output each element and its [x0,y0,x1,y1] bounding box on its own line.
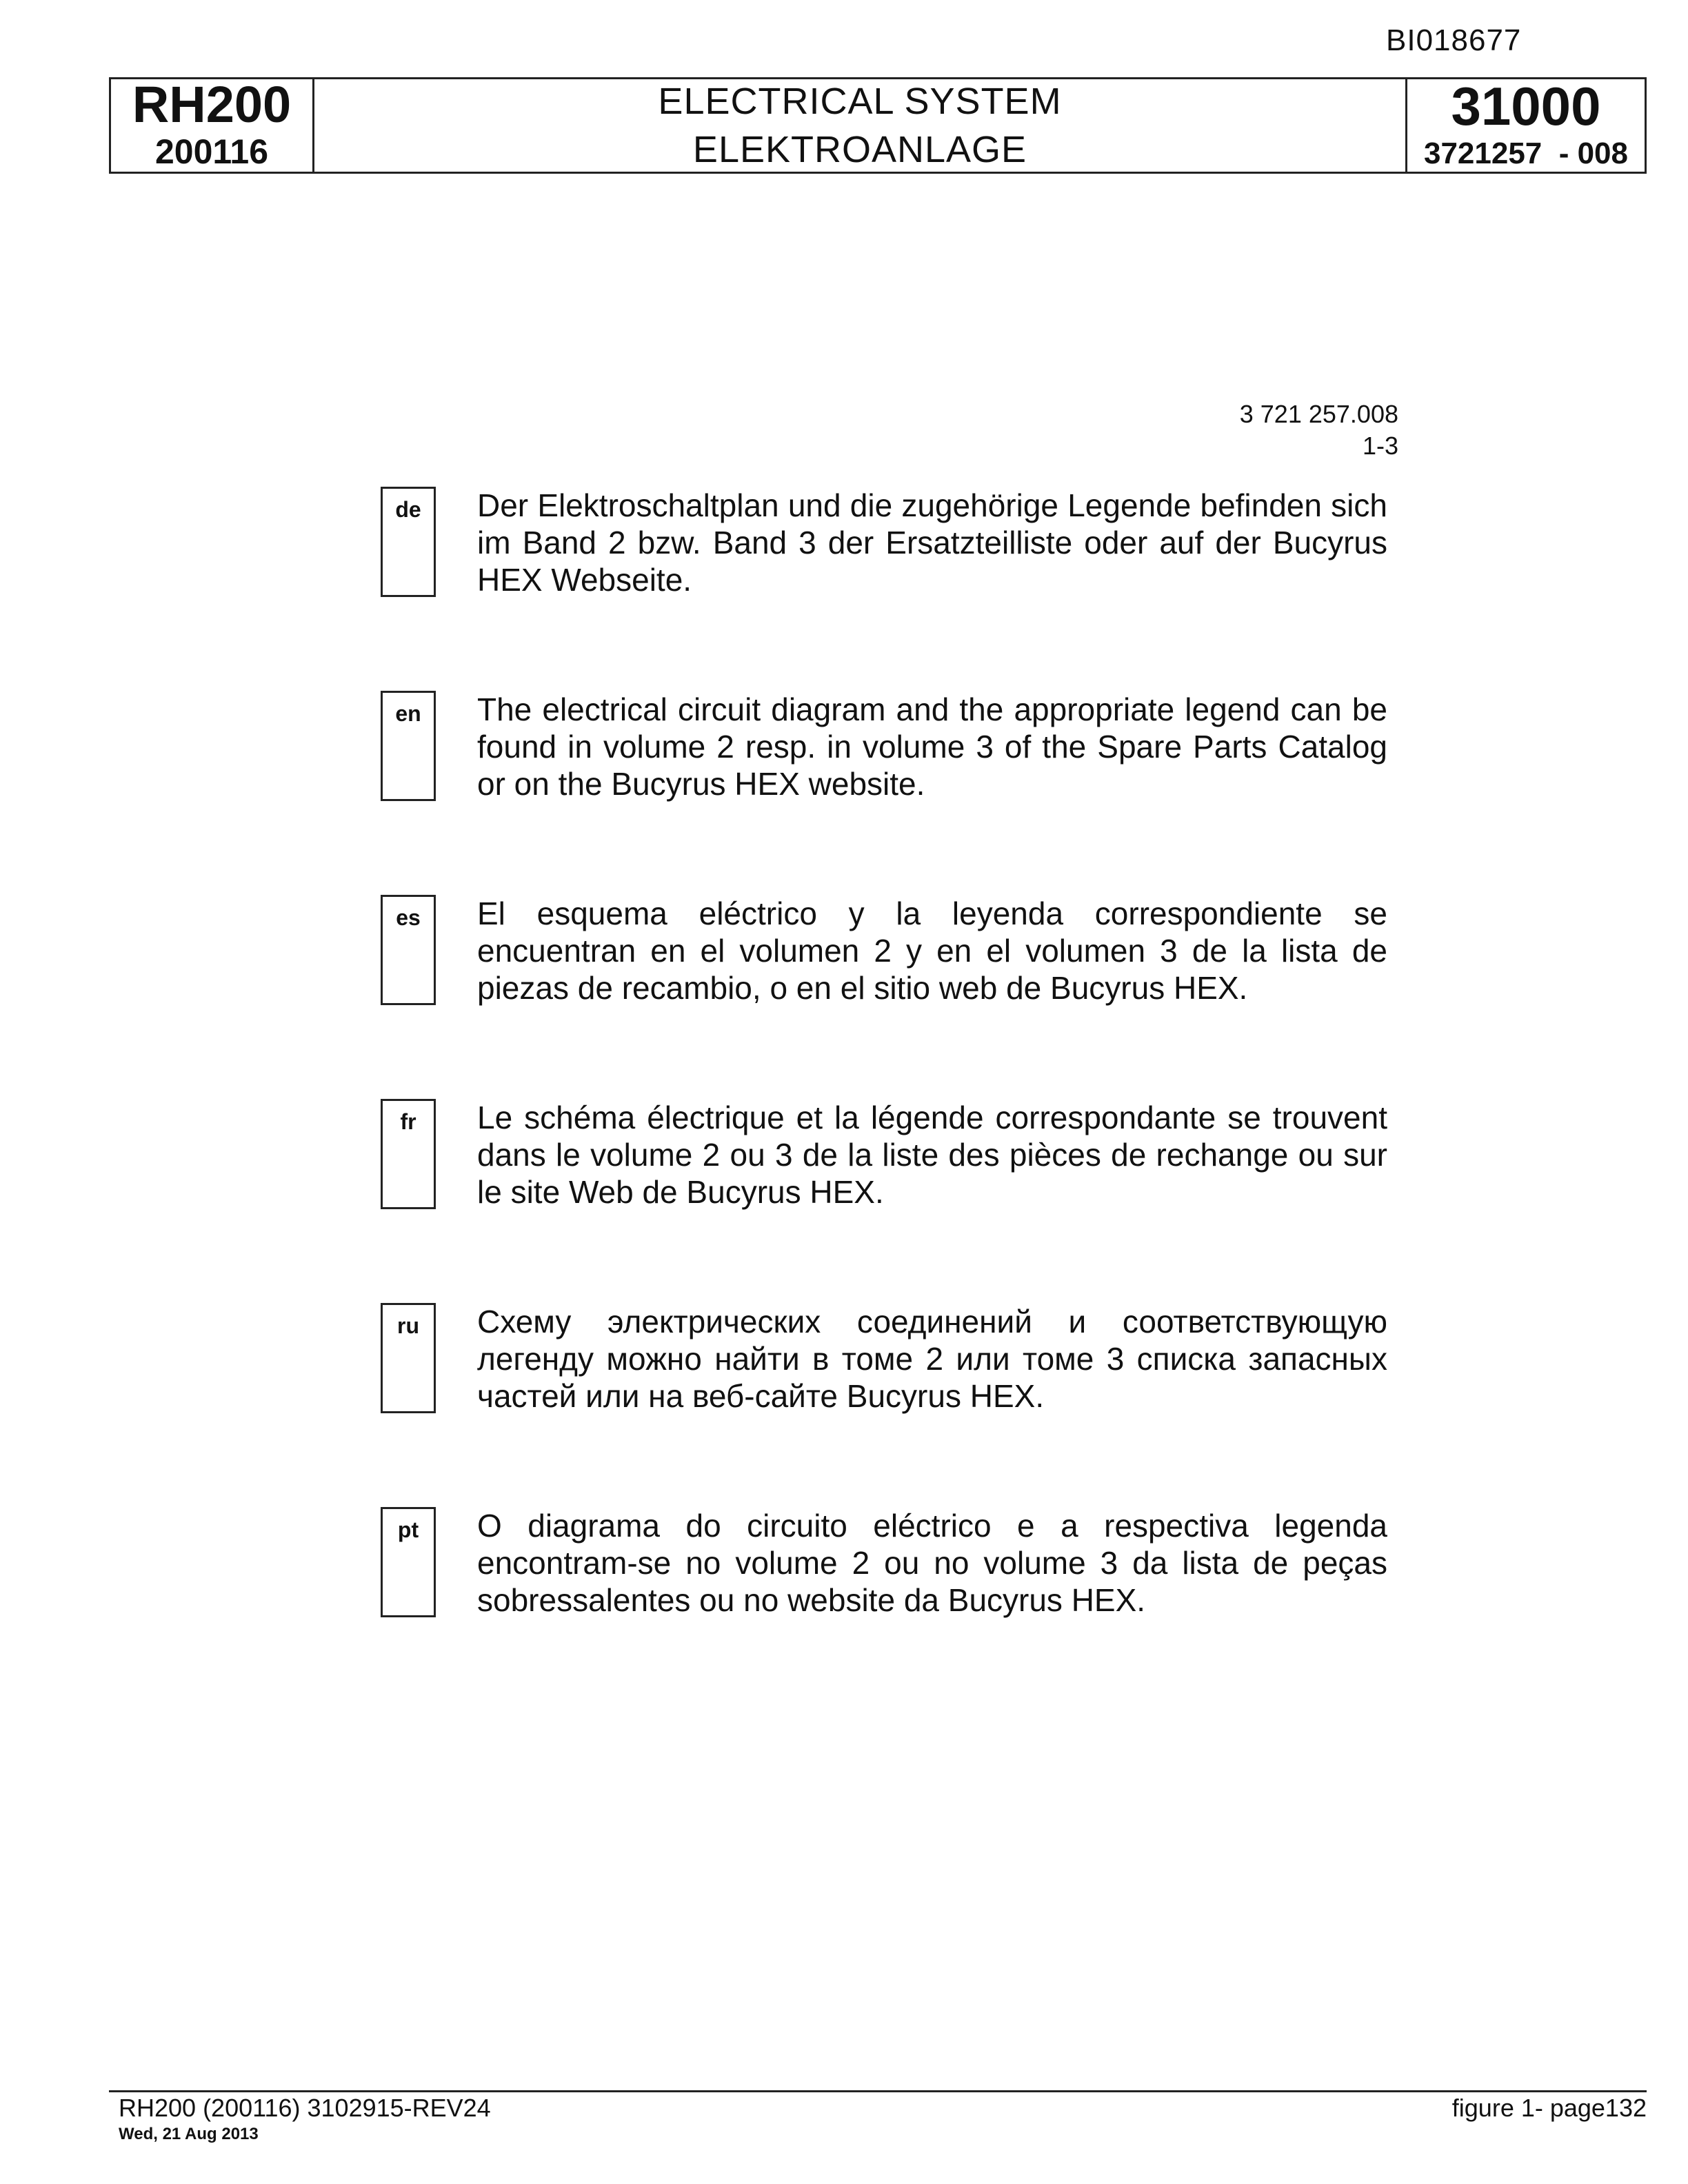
footer-divider [109,2090,1647,2092]
language-section-en [381,691,1387,804]
footer-date: Wed, 21 Aug 2013 [119,2125,259,2143]
language-section-pt [381,1507,1387,1620]
footer-page-ref: figure 1- page132 [1451,2094,1647,2122]
language-text: Le schéma électrique et la légende correspondante se trouvent dans le volume 2 ou 3 de la liste des pièces de rechange ou sur le site Web de Bucyrus HEX. [477,1100,1387,1210]
language-text: El esquema eléctrico y la leyenda correspondiente se encuentran en el volumen 2 y en el volumen 3 de la lista de piezas de recambio, o en el sitio web de Bucyrus HEX. [477,896,1387,1006]
section-info-cell [1405,76,1645,172]
language-code-box: en [381,691,436,801]
language-code-box: fr [381,1099,436,1209]
machine-info-cell [111,76,314,172]
language-text: The electrical circuit diagram and the appropriate legend can be found in volume 2 resp. in volume 3 of the Spare Parts Catalog or on the Bucyrus HEX website. [477,691,1387,802]
title-english: ELECTRICAL SYSTEM [658,81,1062,122]
machine-model: RH200 [132,76,292,133]
language-text: Схему электрических соединений и соответствующую легенду можно найти в томе 2 или томе 3 списка запасных частей или на веб-сайте Bucyrus HEX. [477,1304,1387,1414]
reference-page: 1-3 [1362,432,1398,460]
language-code-box: es [381,895,436,1005]
language-code-box: pt [381,1507,436,1617]
document-id: BI018677 [1386,23,1522,57]
language-text: Der Elektroschaltplan und die zugehörige Legende befinden sich im Band 2 bzw. Band 3 der Ersatzteilliste oder auf der Bucyrus HEX Webseite. [477,487,1387,598]
language-section-es [381,895,1387,1008]
title-block [109,77,1647,174]
language-text: O diagrama do circuito eléctrico e a respectiva legenda encontram-se no volume 2 ou no volume 3 da lista de peças sobressalentes ou no website da Bucyrus HEX. [477,1508,1387,1618]
language-section-fr [381,1099,1387,1212]
language-section-de [381,487,1387,600]
title-cell [314,79,1405,172]
footer-document-ref: RH200 (200116) 3102915-REV24 [119,2094,491,2122]
reference-block [1240,398,1398,462]
title-german: ELEKTROANLAGE [692,129,1027,170]
machine-serial: 200116 [154,132,269,171]
language-code-box: ru [381,1303,436,1413]
language-section-ru [381,1303,1387,1416]
reference-number: 3 721 257.008 [1239,400,1398,428]
language-code-box: de [381,487,436,597]
section-number: 31000 [1451,76,1601,136]
part-number: 3721257 - 008 [1423,136,1629,170]
